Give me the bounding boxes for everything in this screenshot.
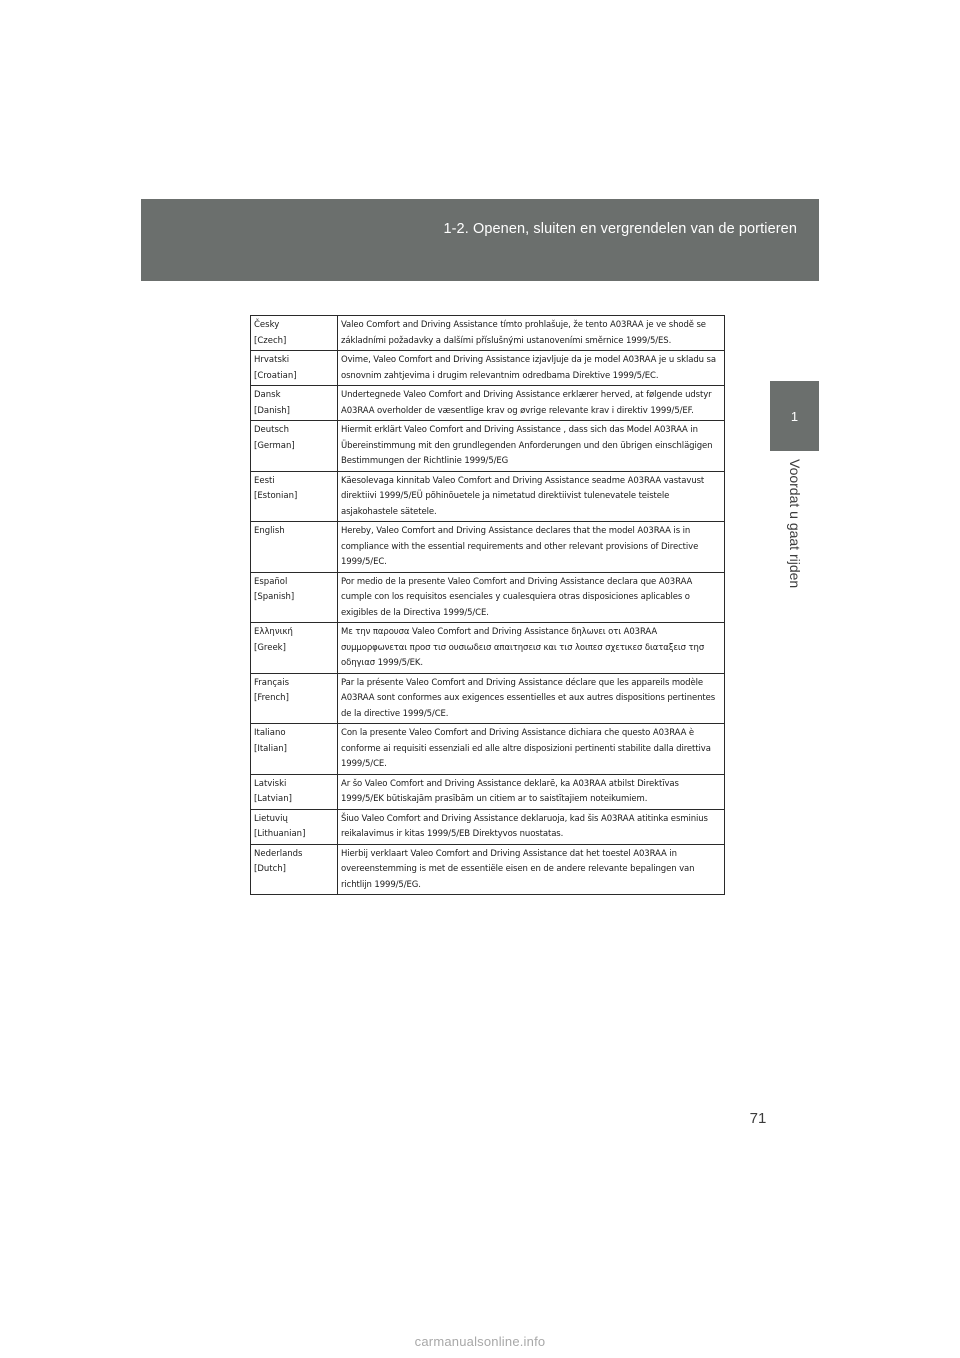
- section-header-band: [141, 199, 819, 281]
- language-cell: [251, 471, 338, 522]
- page-number: 71: [749, 1110, 767, 1127]
- language-english-name: [Dutch]: [254, 864, 286, 874]
- declaration-row: [251, 844, 725, 895]
- declaration-text: Με την παρουσα Valeo Comfort and Driving Assistance δηλωνει οτι A03RAA συμμορφωνεται προσ τισ ουσιωδεισ απαιτησεισ και τισ λοιπεσ σχετικεσ διαταξεισ τησ οδηγιασ 1999/5/ΕΚ.: [338, 623, 725, 674]
- language-name: Français: [254, 677, 290, 688]
- declaration-row: [251, 316, 725, 351]
- declaration-row: [251, 774, 725, 809]
- declaration-text: Ovime, Valeo Comfort and Driving Assistance izjavljuje da je model A03RAA je u skladu sa osnovnim zahtjevima i drugim relevantnim odredbama Direktive 1999/5/EC.: [338, 351, 725, 386]
- declaration-text: Con la presente Valeo Comfort and Driving Assistance dichiara che questo A03RAA è conforme ai requisiti essenziali ed alle altre disposizioni pertinenti stabilite dalla direttiva 1999/5/CE.: [338, 724, 725, 775]
- language-english-name: [Lithuanian]: [254, 829, 306, 839]
- language-english-name: [Croatian]: [254, 370, 297, 381]
- declaration-row: [251, 724, 725, 775]
- language-cell: [251, 844, 338, 895]
- language-cell: [251, 809, 338, 844]
- declaration-row: [251, 623, 725, 674]
- language-name: Lietuvių: [254, 813, 288, 824]
- language-english-name: [Italian]: [254, 743, 287, 754]
- language-cell: [251, 774, 338, 809]
- declaration-row: [251, 421, 725, 472]
- language-name: Eesti: [254, 475, 275, 486]
- declaration-row: [251, 673, 725, 724]
- language-cell: [251, 386, 338, 421]
- language-english-name: [Estonian]: [254, 491, 298, 501]
- language-name: Italiano: [254, 728, 286, 738]
- language-name: Latviski: [254, 778, 287, 789]
- language-english-name: [French]: [254, 693, 289, 703]
- language-cell: [251, 351, 338, 386]
- declaration-row: [251, 522, 725, 573]
- chapter-number: 1: [790, 409, 799, 424]
- language-name: Hrvatski: [254, 355, 290, 365]
- declaration-table: [250, 315, 725, 895]
- declaration-text: Hierbij verklaart Valeo Comfort and Driving Assistance dat het toestel A03RAA in overeenstemming is met de essentiële eisen en de andere relevante bepalingen van richtlijn 1999/5/EG.: [338, 844, 725, 895]
- language-name: Dansk: [254, 390, 281, 400]
- site-watermark: carmanualsonline.info: [414, 1334, 546, 1349]
- language-cell: [251, 623, 338, 674]
- language-english-name: [Latvian]: [254, 794, 292, 804]
- declaration-text: Šiuo Valeo Comfort and Driving Assistance deklaruoja, kad šis A03RAA atitinka esminius reikalavimus ir kitas 1999/5/EB Direktyvos nuostatas.: [338, 809, 725, 844]
- section-title: 1-2. Openen, sluiten en vergrendelen van de portieren: [443, 221, 797, 237]
- declaration-text: Hereby, Valeo Comfort and Driving Assistance declares that the model A03RAA is in compliance with the essential requirements and other relevant provisions of Directive 1999/5/EC.: [338, 522, 725, 573]
- language-english-name: [Spanish]: [254, 592, 295, 602]
- language-cell: [251, 572, 338, 623]
- declaration-row: [251, 351, 725, 386]
- declaration-row: [251, 572, 725, 623]
- language-cell: [251, 421, 338, 472]
- declaration-text: Undertegnede Valeo Comfort and Driving Assistance erklærer herved, at følgende udstyr A03RAA overholder de væsentlige krav og øvrige relevante krav i direktiv 1999/5/EF.: [338, 386, 725, 421]
- declaration-row: [251, 386, 725, 421]
- language-cell: [251, 724, 338, 775]
- language-name: Nederlands: [254, 848, 303, 859]
- declaration-text: Par la présente Valeo Comfort and Driving Assistance déclare que les appareils modèle A03RAA sont conformes aux exigences essentielles et aux autres dispositions pertinentes de la directive 1999/5/CE.: [338, 673, 725, 724]
- declaration-row: [251, 809, 725, 844]
- language-english-name: [Czech]: [254, 335, 287, 346]
- declaration-row: [251, 471, 725, 522]
- language-name: Ελληνική: [254, 627, 293, 637]
- declaration-text: Valeo Comfort and Driving Assistance tímto prohlašuje, že tento A03RAA je ve shodě se základními požadavky a dalšími příslušnými ustanoveními směrnice 1999/5/ES.: [338, 316, 725, 351]
- language-english-name: [German]: [254, 440, 295, 451]
- declaration-text: Hiermit erklärt Valeo Comfort and Driving Assistance , dass sich das Model A03RAA in Übereinstimmung mit den grundlegenden Anforderungen und den übrigen einschlägigen Bestimmungen der Richtlinie 1999/5/EG: [338, 421, 725, 472]
- language-cell: [251, 316, 338, 351]
- chapter-title: Voordat u gaat rijden: [787, 459, 803, 589]
- language-name: Česky: [254, 320, 280, 330]
- language-cell: [251, 522, 338, 573]
- language-cell: [251, 673, 338, 724]
- declaration-text: Ar šo Valeo Comfort and Driving Assistance deklarē, ka A03RAA atbilst Direktīvas 1999/5/EK būtiskajām prasībām un citiem ar to saistītajiem noteikumiem.: [338, 774, 725, 809]
- language-name: Español: [254, 576, 288, 587]
- declaration-text: Por medio de la presente Valeo Comfort and Driving Assistance declara que A03RAA cumple con los requisitos esenciales y cualesquiera otras disposiciones aplicables o exigibles de la Directiva 1999/5/CE.: [338, 572, 725, 623]
- declaration-text: Käesolevaga kinnitab Valeo Comfort and Driving Assistance seadme A03RAA vastavust direktiivi 1999/5/EÜ põhinõuetele ja nimetatud direktiivist tulenevatele teistele asjakohastele sätetele.: [338, 471, 725, 522]
- language-english-name: [Greek]: [254, 642, 286, 653]
- language-name: English: [254, 526, 285, 536]
- language-name: Deutsch: [254, 425, 289, 435]
- chapter-tab: [770, 381, 819, 451]
- language-english-name: [Danish]: [254, 405, 290, 416]
